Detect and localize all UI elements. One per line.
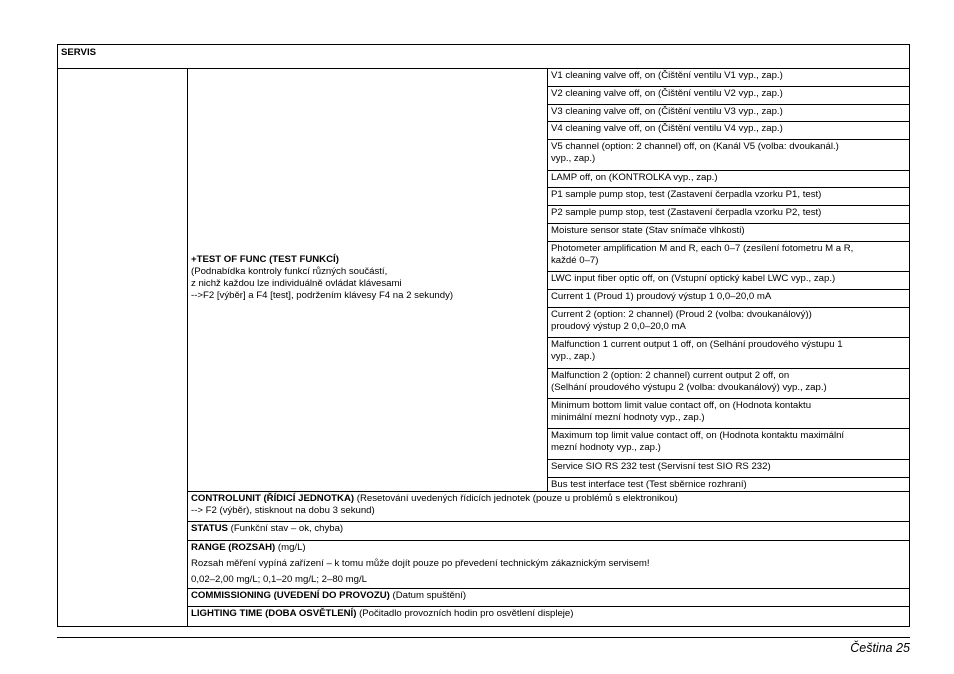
test-item [548,428,909,458]
test-item-line: Current 2 (option: 2 channel) (Proud 2 (volba: dvoukanálový)) [551,308,812,320]
lighting-desc: (Počitadlo provozních hodin pro osvětlení displeje) [356,608,574,619]
test-item [548,223,909,241]
test-item [548,398,909,428]
test-item [548,68,909,86]
test-item [548,459,909,477]
controlunit-row [188,491,909,521]
status-title: STATUS [191,523,228,534]
test-item-line: LWC input fiber optic off, on (Vstupní optický kabel LWC vyp., zap.) [551,273,836,285]
test-of-func-desc-1: (Podnabídka kontroly funkcí různých součástí, [191,266,388,277]
controlunit-desc: (Resetování uvedených řídicích jednotek (pouze u problémů s elektronikou) [354,493,678,504]
commissioning-title: COMMISSIONING (UVEDENÍ DO PROVOZU) [191,590,390,601]
test-item-line: (Selhání proudového výstupu 2 (volba: dvoukanálový) vyp., zap.) [551,381,827,393]
test-item [548,205,909,223]
test-item-line: Malfunction 2 (option: 2 channel) current output 2 off, on [551,369,790,381]
test-item-line: P2 sample pump stop, test (Zastavení čerpadla vzorku P2, test) [551,207,822,219]
table-header: SERVIS [61,47,97,58]
test-item-line: V5 channel (option: 2 channel) off, on (Kanál V5 (volba: dvoukanál.) [551,141,839,153]
footer-divider [57,637,910,638]
test-item-line: proudový výstup 2 0,0–20,0 mA [551,320,686,332]
test-item [548,307,909,337]
test-item-line: Maximum top limit value contact off, on (Hodnota kontaktu maximální [551,430,845,442]
test-item [548,187,909,205]
test-item-line: minimální mezní hodnoty vyp., zap.) [551,412,705,423]
range-row [188,540,909,588]
test-item [548,271,909,289]
test-item-line: V4 cleaning valve off, on (Čištění ventilu V4 vyp., zap.) [551,123,783,135]
test-of-func-title: +TEST OF FUNC (TEST FUNKCÍ) [191,254,339,265]
test-item-line: Bus test interface test (Test sběrnice rozhraní) [551,478,747,490]
test-item-line: V2 cleaning valve off, on (Čištění ventilu V2 vyp., zap.) [551,87,783,99]
test-item [548,241,909,271]
test-item-line: P1 sample pump stop, test (Zastavení čerpadla vzorku P1, test) [551,189,822,201]
test-item-line: každé 0–7) [551,254,599,266]
commissioning-desc: (Datum spuštění) [389,590,467,601]
test-item-line: V1 cleaning valve off, on (Čištění ventilu V1 vyp., zap.) [551,70,783,81]
range-unit: (mg/L) [275,542,306,553]
page-footer: Čeština 25 [850,641,910,655]
controlunit-line2: --> F2 (výběr), stisknout na dobu 3 sekund) [191,505,375,516]
status-row [188,521,909,540]
test-item [548,139,909,169]
range-values: 0,02–2,00 mg/L; 0,1–20 mg/L; 2–80 mg/L [191,574,368,585]
test-item [548,337,909,367]
test-item-line: vyp., zap.) [551,153,596,165]
test-item [548,121,909,139]
test-item-line: vyp., zap.) [551,351,596,363]
test-item-line: Service SIO RS 232 test (Servisní test SIO RS 232) [551,460,771,472]
test-item-line: mezní hodnoty vyp., zap.) [551,442,661,454]
commissioning-row [188,588,909,606]
test-item-line: Malfunction 1 current output 1 off, on (Selhání proudového výstupu 1 [551,339,843,351]
test-item-line: V3 cleaning valve off, on (Čištění ventilu V3 vyp., zap.) [551,105,783,117]
test-item [548,170,909,188]
test-of-func-desc-3: -->F2 [výběr] a F4 [test], podržením klávesy F4 na 2 sekundy) [191,290,454,301]
range-title: RANGE (ROZSAH) [191,542,276,553]
status-desc: (Funkční stav – ok, chyba) [227,523,344,534]
test-of-func-desc-2: z nichž každou lze individuálně ovládat klávesami [191,278,402,289]
test-item [548,289,909,307]
controlunit-title: CONTROLUNIT (ŘÍDICÍ JEDNOTKA) [191,493,355,504]
test-of-func-cell [188,252,546,308]
test-item [548,368,909,398]
test-item-line: Photometer amplification M and R, each 0–7 (zesílení fotometru M a R, [551,242,854,254]
lighting-title: LIGHTING TIME (DOBA OSVĚTLENÍ) [191,608,357,619]
test-item [548,104,909,122]
test-item-line: Moisture sensor state (Stav snímače vlhkosti) [551,225,745,236]
test-item-line: Minimum bottom limit value contact off, on (Hodnota kontaktu [551,400,812,411]
test-item [548,86,909,104]
lighting-row [188,606,909,626]
test-item-line: Current 1 (Proud 1) proudový výstup 1 0,0–20,0 mA [551,291,772,302]
test-item-line: LAMP off, on (KONTROLKA vyp., zap.) [551,171,718,183]
range-note: Rozsah měření vypíná zařízení – k tomu může dojít pouze po převedení technickým zákaznickým servisem! [191,558,650,569]
